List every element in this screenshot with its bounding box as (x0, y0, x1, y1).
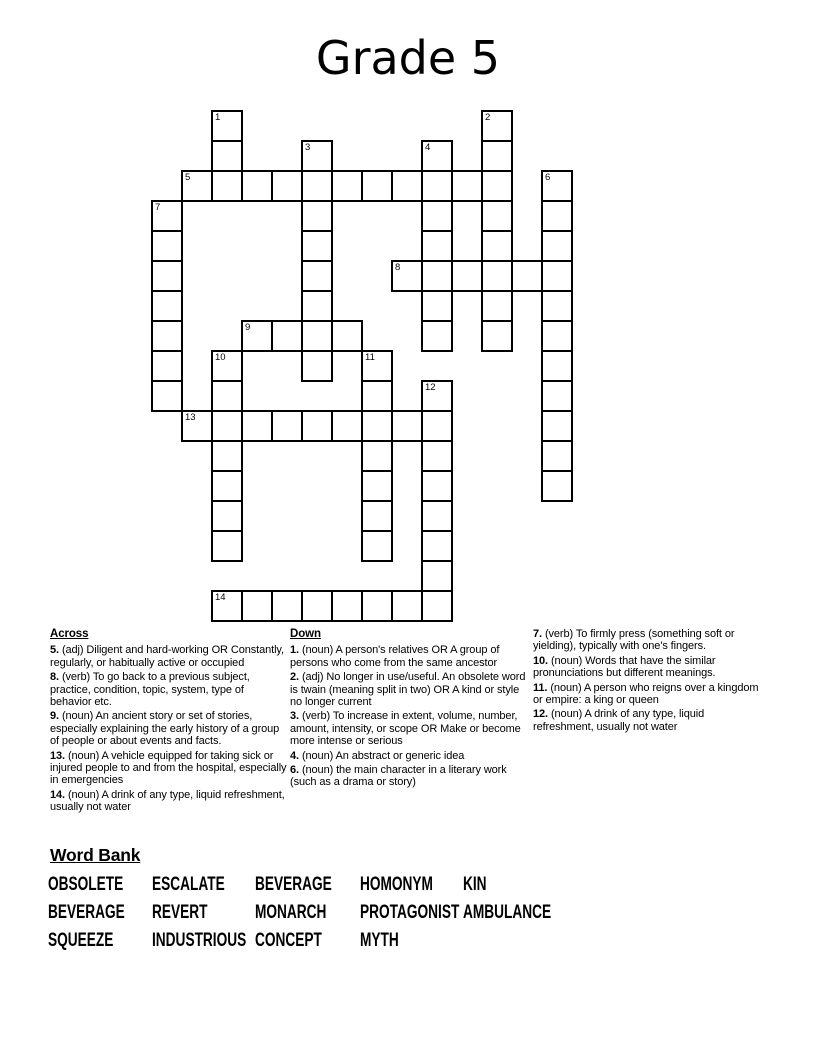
clue-number: 8. (50, 671, 59, 684)
grid-cell[interactable] (271, 170, 303, 202)
word-bank-heading: Word Bank (50, 845, 141, 865)
clue-text: (verb) To firmly press (something soft or yielding), typically with one's fingers. (533, 628, 735, 653)
cell-number: 2 (485, 112, 491, 123)
grid-cell[interactable] (181, 410, 213, 442)
grid-cell[interactable] (241, 410, 273, 442)
grid-cell[interactable] (211, 590, 243, 622)
grid-cell[interactable] (481, 320, 513, 352)
grid-cell[interactable] (301, 350, 333, 382)
grid-cell[interactable] (391, 170, 423, 202)
grid-cell[interactable] (541, 440, 573, 472)
grid-cell[interactable] (481, 170, 513, 202)
grid-cell[interactable] (211, 410, 243, 442)
grid-cell[interactable] (211, 470, 243, 502)
word-bank-word: MONARCH (255, 902, 327, 923)
grid-cell[interactable] (241, 590, 273, 622)
grid-cell[interactable] (541, 380, 573, 412)
grid-cell[interactable] (421, 170, 453, 202)
grid-cell[interactable] (151, 200, 183, 232)
word-bank-word: BEVERAGE (255, 874, 332, 895)
cell-number: 3 (305, 142, 311, 153)
grid-cell[interactable] (421, 260, 453, 292)
clue-number: 10. (533, 654, 548, 667)
clue-text: (noun) Words that have the similar pronunciations but different meanings. (533, 654, 716, 680)
clue (50, 710, 288, 747)
grid-cell[interactable] (211, 530, 243, 562)
grid-cell[interactable] (421, 440, 453, 472)
clue (50, 750, 288, 787)
grid-cell[interactable] (481, 290, 513, 322)
cell-number: 13 (185, 412, 196, 423)
grid-cell[interactable] (361, 170, 393, 202)
word-bank-word: BEVERAGE (48, 902, 125, 923)
grid-cell[interactable] (421, 230, 453, 262)
word-bank-rows (48, 874, 768, 954)
clue (533, 708, 766, 733)
grid-cell[interactable] (481, 110, 513, 142)
grid-cell[interactable] (151, 290, 183, 322)
word-bank-word: KIN (463, 874, 487, 895)
grid-cell[interactable] (541, 290, 573, 322)
cell-number: 11 (365, 352, 375, 363)
grid-cell[interactable] (181, 170, 213, 202)
grid-cell[interactable] (301, 170, 333, 202)
clue-text: (noun) An ancient story or set of stories, especially explaining the early history of a group of people or about events and facts. (50, 710, 280, 748)
clue-text: (noun) A person's relatives OR A group of persons who come from the same ancestor (290, 644, 500, 669)
down-clues-column (290, 628, 533, 791)
across-clues-column (50, 628, 288, 816)
grid-cell[interactable] (391, 590, 423, 622)
grid-cell[interactable] (361, 500, 393, 532)
clue-number: 9. (50, 710, 59, 723)
clue-number: 1. (290, 644, 299, 657)
grid-cell[interactable] (421, 500, 453, 532)
clue (533, 655, 766, 680)
grid-cell[interactable] (361, 380, 393, 412)
clue-number: 4. (290, 749, 299, 762)
grid-cell[interactable] (541, 170, 573, 202)
crossword-grid (151, 110, 573, 622)
grid-cell[interactable] (361, 440, 393, 472)
clue-text: (noun) A person who reigns over a kingdom or empire: a king or queen (533, 681, 759, 707)
clue-text: (noun) A drink of any type, liquid refreshment, usually not water (50, 788, 285, 814)
grid-cell[interactable] (421, 470, 453, 502)
grid-cell[interactable] (211, 140, 243, 172)
grid-cell[interactable] (211, 110, 243, 142)
grid-cell[interactable] (361, 590, 393, 622)
grid-cell[interactable] (421, 380, 453, 412)
clue-text: (noun) the main character in a literary work (such as a drama or story) (290, 764, 507, 789)
grid-cell[interactable] (481, 200, 513, 232)
grid-cell[interactable] (481, 260, 513, 292)
clue-number: 3. (290, 710, 299, 723)
grid-cell[interactable] (211, 500, 243, 532)
clue-text: (noun) A drink of any type, liquid refreshment, usually not water (533, 708, 705, 733)
grid-cell[interactable] (361, 530, 393, 562)
cell-number: 10 (215, 352, 226, 363)
grid-cell[interactable] (481, 230, 513, 262)
grid-cell[interactable] (421, 530, 453, 562)
word-bank-word: AMBULANCE (463, 902, 552, 923)
grid-cell[interactable] (421, 410, 453, 442)
cell-number: 12 (425, 382, 436, 393)
grid-cell[interactable] (421, 560, 453, 592)
word-bank-word: PROTAGONIST (360, 902, 460, 923)
grid-cell[interactable] (361, 350, 393, 382)
clue (290, 750, 533, 762)
cell-number: 14 (215, 592, 226, 603)
word-bank-word: MYTH (360, 930, 399, 951)
grid-cell[interactable] (151, 380, 183, 412)
clue-number: 13. (50, 749, 65, 762)
cell-number: 8 (395, 262, 401, 273)
grid-cell[interactable] (421, 320, 453, 352)
grid-cell[interactable] (151, 320, 183, 352)
cell-number: 1 (215, 112, 221, 123)
grid-cell[interactable] (301, 320, 333, 352)
cell-number: 4 (425, 142, 431, 153)
grid-cell[interactable] (331, 410, 363, 442)
clue (290, 710, 533, 747)
grid-cell[interactable] (391, 260, 423, 292)
grid-cell[interactable] (421, 590, 453, 622)
clue (290, 671, 533, 708)
grid-cell[interactable] (151, 230, 183, 262)
clue (290, 764, 533, 789)
grid-cell[interactable] (211, 170, 243, 202)
cell-number: 6 (545, 172, 551, 183)
cell-number: 5 (185, 172, 191, 183)
grid-cell[interactable] (451, 170, 483, 202)
clue-number: 12. (533, 708, 548, 721)
cell-number: 7 (155, 202, 161, 213)
grid-cell[interactable] (301, 410, 333, 442)
word-bank-word: INDUSTRIOUS (152, 930, 247, 951)
grid-cell[interactable] (211, 380, 243, 412)
word-bank-word: REVERT (152, 902, 208, 923)
word-bank-word: ESCALATE (152, 874, 225, 895)
clue-text: (noun) A vehicle equipped for taking sick or injured people to and from the hospital, especially in emergencies (50, 749, 287, 787)
word-bank-word: HOMONYM (360, 874, 433, 895)
grid-cell[interactable] (481, 140, 513, 172)
grid-cell[interactable] (541, 320, 573, 352)
grid-cell[interactable] (301, 290, 333, 322)
word-bank-word: OBSOLETE (48, 874, 124, 895)
grid-cell[interactable] (151, 350, 183, 382)
grid-cell[interactable] (211, 440, 243, 472)
grid-cell[interactable] (211, 350, 243, 382)
clue-text: (adj) No longer in use/useful. An obsolete word is twain (meaning split in two) OR A kind or style no longer current (290, 671, 526, 709)
grid-cell[interactable] (421, 140, 453, 172)
grid-cell[interactable] (541, 200, 573, 232)
grid-cell[interactable] (271, 410, 303, 442)
grid-cell[interactable] (301, 140, 333, 172)
grid-cell[interactable] (271, 320, 303, 352)
clue (533, 628, 766, 653)
cell-number: 9 (245, 322, 251, 333)
grid-cell[interactable] (421, 200, 453, 232)
clue-number: 5. (50, 644, 59, 657)
grid-cell[interactable] (301, 590, 333, 622)
clue-text: (verb) To go back to a previous subject, practice, condition, topic, system, type of behavior etc. (50, 671, 250, 709)
grid-cell[interactable] (541, 410, 573, 442)
grid-cell[interactable] (241, 320, 273, 352)
grid-cell[interactable] (271, 590, 303, 622)
grid-cell[interactable] (541, 470, 573, 502)
grid-cell[interactable] (541, 260, 573, 292)
grid-cell[interactable] (361, 470, 393, 502)
clue-number: 14. (50, 788, 65, 801)
grid-cell[interactable] (331, 170, 363, 202)
word-bank-word: CONCEPT (255, 930, 322, 951)
grid-cell[interactable] (301, 230, 333, 262)
clue-number: 7. (533, 628, 542, 640)
down-clues-continued-column (533, 628, 766, 735)
word-bank-word: SQUEEZE (48, 930, 114, 951)
clue (290, 644, 533, 669)
clue (50, 671, 288, 708)
grid-cell[interactable] (511, 260, 543, 292)
grid-cell[interactable] (301, 260, 333, 292)
clue-number: 2. (290, 671, 299, 684)
clue-number: 11. (533, 681, 548, 694)
grid-cell[interactable] (451, 260, 483, 292)
grid-cell[interactable] (151, 260, 183, 292)
grid-cell[interactable] (331, 590, 363, 622)
clue-text: (verb) To increase in extent, volume, number, amount, intensity, or scope OR Make or become more intense or serious (290, 710, 521, 748)
grid-cell[interactable] (241, 170, 273, 202)
grid-cell[interactable] (421, 290, 453, 322)
clue-text: (noun) An abstract or generic idea (301, 749, 465, 762)
grid-cell[interactable] (301, 200, 333, 232)
grid-cell[interactable] (391, 410, 423, 442)
grid-cell[interactable] (541, 350, 573, 382)
grid-cell[interactable] (541, 230, 573, 262)
down-heading: Down (290, 628, 321, 640)
clue-number: 6. (290, 764, 299, 777)
clue (50, 789, 288, 814)
page-title: Grade 5 (315, 31, 501, 85)
clue (533, 682, 766, 707)
clue (50, 644, 288, 669)
grid-cell[interactable] (331, 320, 363, 352)
grid-cell[interactable] (361, 410, 393, 442)
clue-text: (adj) Diligent and hard-working OR Constantly, regularly, or habitually active or occupied (50, 644, 284, 669)
across-heading: Across (50, 628, 89, 640)
